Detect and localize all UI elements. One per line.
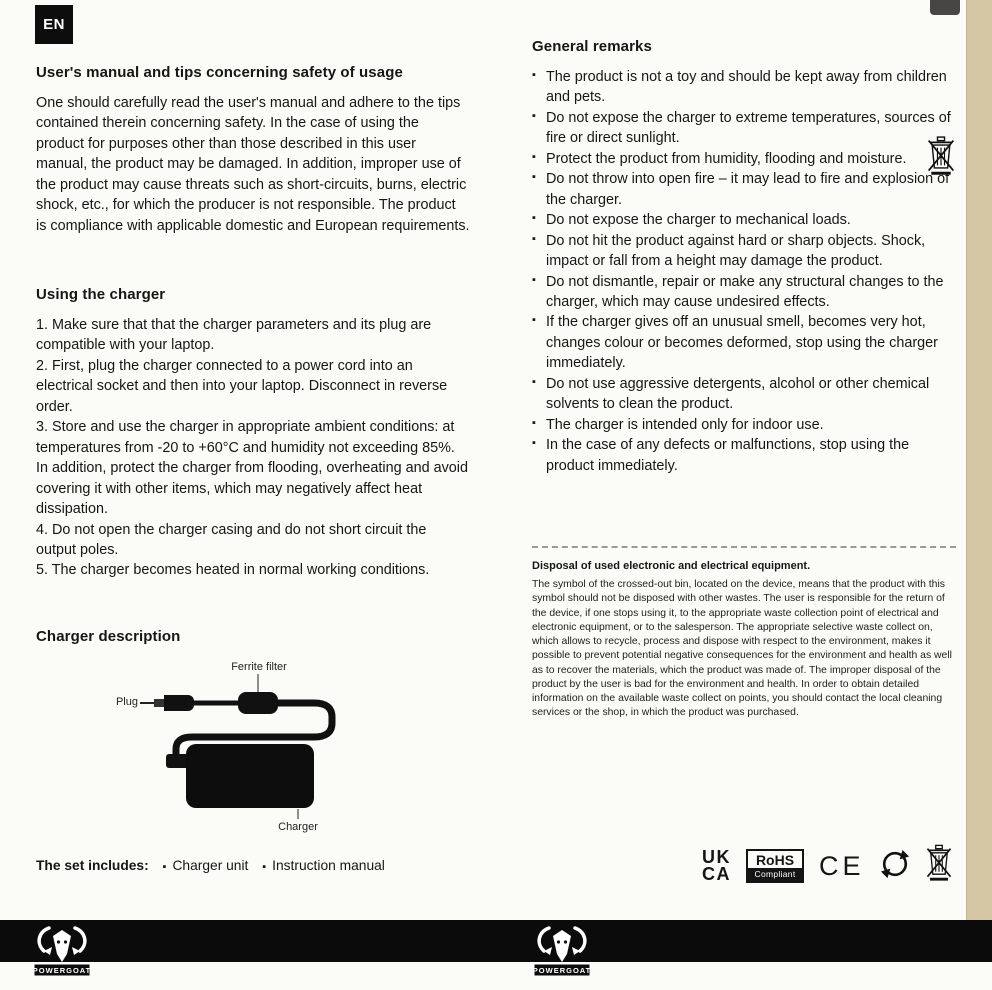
powergoat-goat-emblem xyxy=(533,924,591,978)
disposal-heading: Disposal of used electronic and electrical equipment. xyxy=(532,560,811,572)
remark-item: ▪ Do not dismantle, repair or make any structural changes to the charger, which may cause undesired effects. xyxy=(532,272,960,313)
ukca-line2: CA xyxy=(702,864,731,884)
rohs-compliant-label: Compliant xyxy=(748,868,802,881)
charger-diagram xyxy=(36,659,468,847)
remark-item: ▪ Do not throw into open fire – it may lead to fire and explosion of the charger. xyxy=(532,169,960,210)
brand-text: POWERGOAT xyxy=(533,966,591,975)
rohs-label: RoHS xyxy=(755,852,795,868)
using-step: 4. Do not open the charger casing and do not short circuit the output poles. xyxy=(36,521,427,558)
using-step: 1. Make sure that that the charger parameters and its plug are compatible with your laptop. xyxy=(36,317,432,354)
set-includes-line xyxy=(36,858,385,873)
remark-item: ▪ Protect the product from humidity, flooding and moisture. xyxy=(532,149,960,169)
ferrite-filter-label: Ferrite filter xyxy=(231,661,287,673)
general-remarks-section xyxy=(532,38,960,476)
plug-label: Plug xyxy=(115,696,138,708)
using-steps xyxy=(36,315,470,581)
charger-label: Charger xyxy=(278,821,318,833)
scan-edge-strip xyxy=(966,0,992,920)
crossed-out-bin-icon xyxy=(926,136,956,182)
disposal-section xyxy=(532,560,956,721)
corner-partial-shape xyxy=(930,0,960,15)
set-item: ▪ Charger unit xyxy=(163,858,249,873)
safety-heading: User's manual and tips concerning safety of usage xyxy=(36,64,403,81)
dashed-divider xyxy=(532,546,956,548)
set-includes-label: The set includes: xyxy=(36,858,149,873)
safety-section xyxy=(36,64,470,236)
crossed-out-bin-icon xyxy=(925,844,953,888)
ukca-line1: UK xyxy=(702,846,731,867)
rohs-mark xyxy=(746,849,804,883)
using-step: 3. Store and use the charger in appropriate ambient conditions: at temperatures from -20 to +60°C and humidity not exceeding 85%. In addition, protect the charger from flooding, overheating and avoid covering it with other items, which may negatively affect heat dissipation. xyxy=(36,419,468,518)
recycling-symbol-icon xyxy=(880,849,910,884)
ukca-mark xyxy=(702,846,731,884)
ce-mark: CE xyxy=(819,850,865,881)
disposal-paragraph: The symbol of the crossed-out bin, located on the device, means that the product with this symbol should not be disposed with other wastes. The user is responsible for the return of the device, if one stops using it, to the appropriate waste collection point of electrical and electronic equipment, or to the salesperson. The appropriate selective waste collect on, which allows to recycle, process and dispose with respect to the environment, makes it possible to prevent potential negative consequences for the environment and health as well as to recover the materials, which the product was made of. The improper disposal of the product by the user is bad for the environment and health. In order to obtain detailed information on the available waste collect on points, you should contact the local cleaning services or the shop, in which the product was purchased. xyxy=(532,579,952,719)
safety-paragraph: One should carefully read the user's manual and adhere to the tips contained therein concerning safety. In the case of using the product for purposes other than those described in this user manual, the product may be damaged. In addition, improper use of the product may cause threats such as short-circuits, burns, electric shock, etc., for which the producer is not responsible. The product is compliance with applicable domestic and European requirements. xyxy=(36,95,470,234)
remark-item: ▪ If the charger gives off an unusual smell, becomes very hot, changes colour or becomes deformed, stop using the charger immediately. xyxy=(532,312,960,373)
remark-item: ▪ Do not expose the charger to extreme temperatures, sources of fire or direct sunlight. xyxy=(532,108,960,149)
charger-description-heading: Charger description xyxy=(36,628,181,645)
charger-description-section xyxy=(36,628,470,847)
remark-item: ▪ In the case of any defects or malfunctions, stop using the product immediately. xyxy=(532,435,960,476)
general-remarks-list xyxy=(532,67,960,476)
using-heading: Using the charger xyxy=(36,286,166,303)
remark-item: ▪ The charger is intended only for indoor use. xyxy=(532,415,960,435)
using-step: 5. The charger becomes heated in normal working conditions. xyxy=(36,562,430,579)
set-item: ▪ Instruction manual xyxy=(262,858,385,873)
charger-diagram-drawing xyxy=(36,659,468,847)
general-remarks-heading: General remarks xyxy=(532,38,652,55)
certification-marks xyxy=(702,844,953,888)
remark-item: ▪ Do not use aggressive detergents, alcohol or other chemical solvents to clean the product. xyxy=(532,374,960,415)
footer-bar xyxy=(0,920,992,962)
using-section xyxy=(36,286,470,581)
language-badge: EN xyxy=(35,5,73,44)
using-step: 2. First, plug the charger connected to a power cord into an electrical socket and then into your laptop. Disconnect in reverse order. xyxy=(36,357,448,415)
remark-item: ▪ Do not expose the charger to mechanical loads. xyxy=(532,210,960,230)
brand-text: POWERGOAT xyxy=(33,966,91,975)
remark-item: ▪ The product is not a toy and should be kept away from children and pets. xyxy=(532,67,960,108)
remark-item: ▪ Do not hit the product against hard or sharp objects. Shock, impact or fall from a height may damage the product. xyxy=(532,231,960,272)
powergoat-goat-emblem xyxy=(33,924,91,978)
